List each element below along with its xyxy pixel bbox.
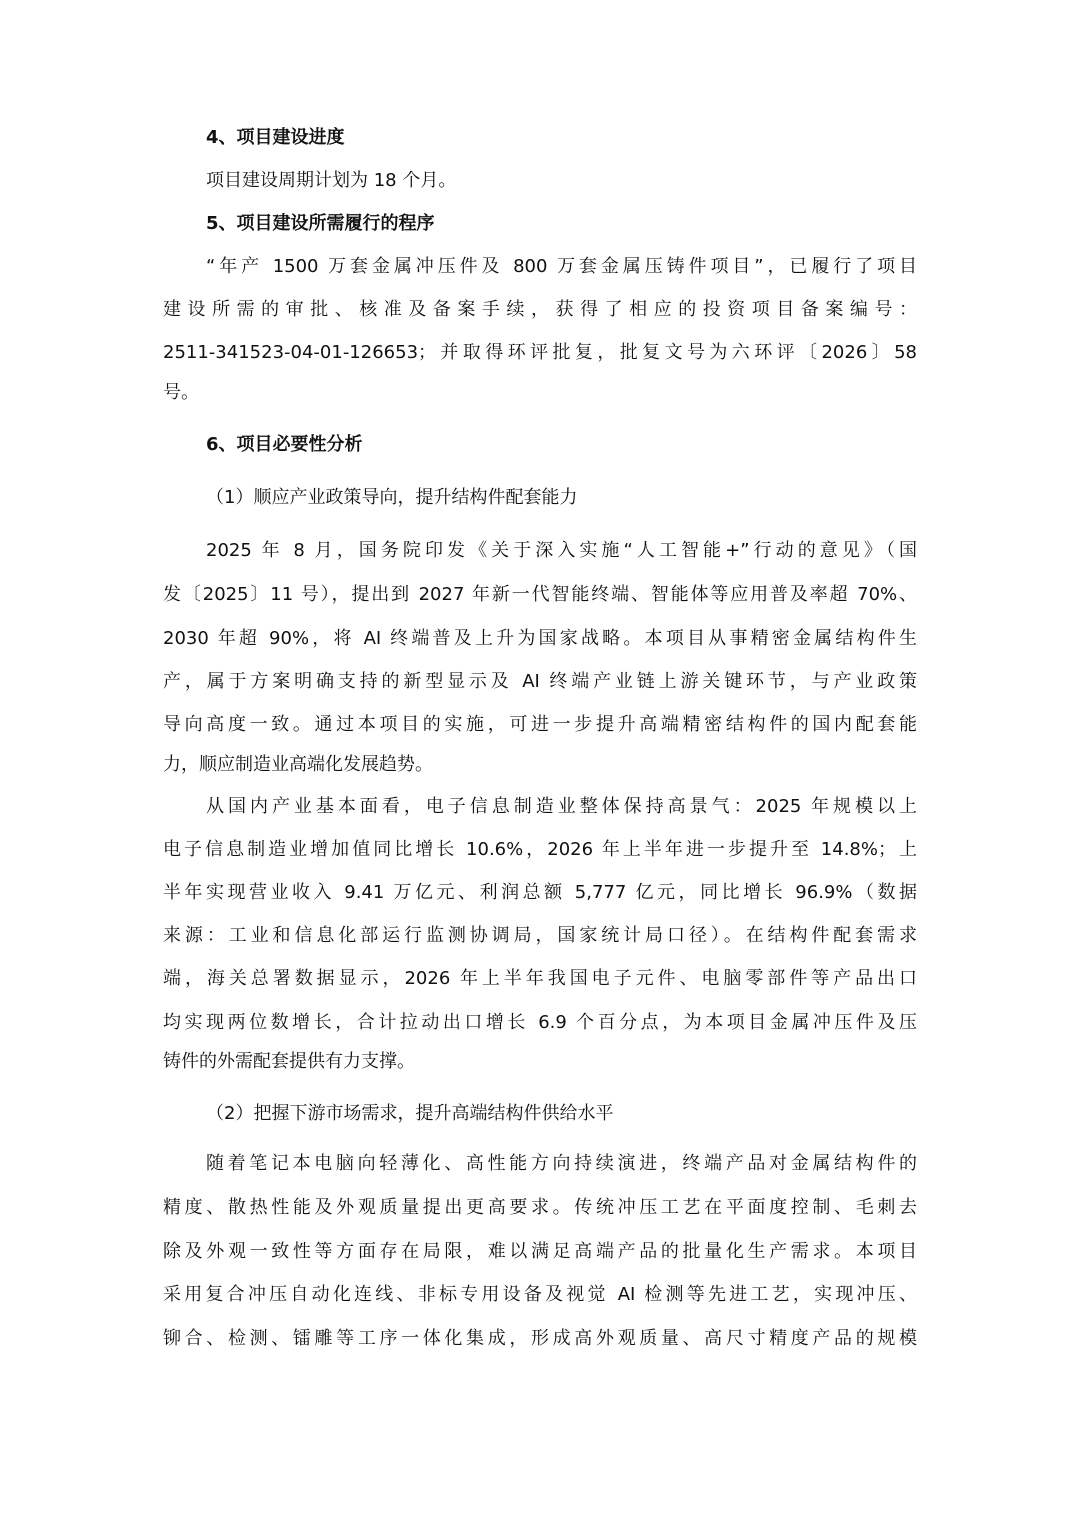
para-1-line: 2025 年 8 月，国务院印发《关于深入实施“人工智能+”行动的意见》（国 bbox=[206, 540, 917, 561]
para-2-line: 半年实现营业收入 9.41 万亿元、利润总额 5,777 亿元，同比增长 96.9%（数据 bbox=[163, 882, 917, 903]
section-5-line: “年产 1500 万套金属冲压件及 800 万套金属压铸件项目”，已履行了项目 bbox=[206, 256, 917, 277]
section-4-heading: 4、项目建设进度 bbox=[206, 127, 345, 148]
section-5-line: 建设所需的审批、核准及备案手续，获得了相应的投资项目备案编号： bbox=[163, 299, 917, 320]
section-5-line: 号。 bbox=[163, 382, 199, 403]
para-2-line: 从国内产业基本面看，电子信息制造业整体保持高景气：2025 年规模以上 bbox=[206, 796, 917, 817]
para-2-line: 均实现两位数增长，合计拉动出口增长 6.9 个百分点，为本项目金属冲压件及压 bbox=[163, 1012, 917, 1033]
para-1-line: 发〔2025〕11 号），提出到 2027 年新一代智能终端、智能体等应用普及率超 70%、 bbox=[163, 584, 917, 605]
para-3-line: 采用复合冲压自动化连线、非标专用设备及视觉 AI 检测等先进工艺，实现冲压、 bbox=[163, 1284, 917, 1305]
para-2-line: 端，海关总署数据显示，2026 年上半年我国电子元件、电脑零部件等产品出口 bbox=[163, 968, 917, 989]
section-5-heading: 5、项目建设所需履行的程序 bbox=[206, 213, 435, 234]
para-2-line: 电子信息制造业增加值同比增长 10.6%，2026 年上半年进一步提升至 14.8%；上 bbox=[163, 839, 917, 860]
section-6-heading: 6、项目必要性分析 bbox=[206, 434, 363, 455]
para-1-line: 产，属于方案明确支持的新型显示及 AI 终端产业链上游关键环节，与产业政策 bbox=[163, 671, 917, 692]
para-3-line: 随着笔记本电脑向轻薄化、高性能方向持续演进，终端产品对金属结构件的 bbox=[206, 1153, 917, 1174]
section-5-line: 2511-341523-04-01-126653；并取得环评批复，批复文号为六环评〔2026〕58 bbox=[163, 342, 917, 363]
para-2-line: 铸件的外需配套提供有力支撑。 bbox=[163, 1051, 415, 1072]
para-3-line: 铆合、检测、镭雕等工序一体化集成，形成高外观质量、高尺寸精度产品的规模 bbox=[163, 1328, 917, 1349]
para-1-line: 2030 年超 90%，将 AI 终端普及上升为国家战略。本项目从事精密金属结构件生 bbox=[163, 628, 917, 649]
subheading-2: （2）把握下游市场需求，提升高端结构件供给水平 bbox=[206, 1103, 614, 1124]
para-2-line: 来源：工业和信息化部运行监测协调局，国家统计局口径）。在结构件配套需求 bbox=[163, 925, 917, 946]
para-1-line: 导向高度一致。通过本项目的实施，可进一步提升高端精密结构件的国内配套能 bbox=[163, 714, 917, 735]
para-3-line: 除及外观一致性等方面存在局限，难以满足高端产品的批量化生产需求。本项目 bbox=[163, 1241, 917, 1262]
subheading-1: （1）顺应产业政策导向，提升结构件配套能力 bbox=[206, 487, 578, 508]
para-3-line: 精度、散热性能及外观质量提出更高要求。传统冲压工艺在平面度控制、毛刺去 bbox=[163, 1197, 917, 1218]
para-1-line: 力，顺应制造业高端化发展趋势。 bbox=[163, 754, 433, 775]
section-4-text: 项目建设周期计划为 18 个月。 bbox=[206, 170, 457, 191]
